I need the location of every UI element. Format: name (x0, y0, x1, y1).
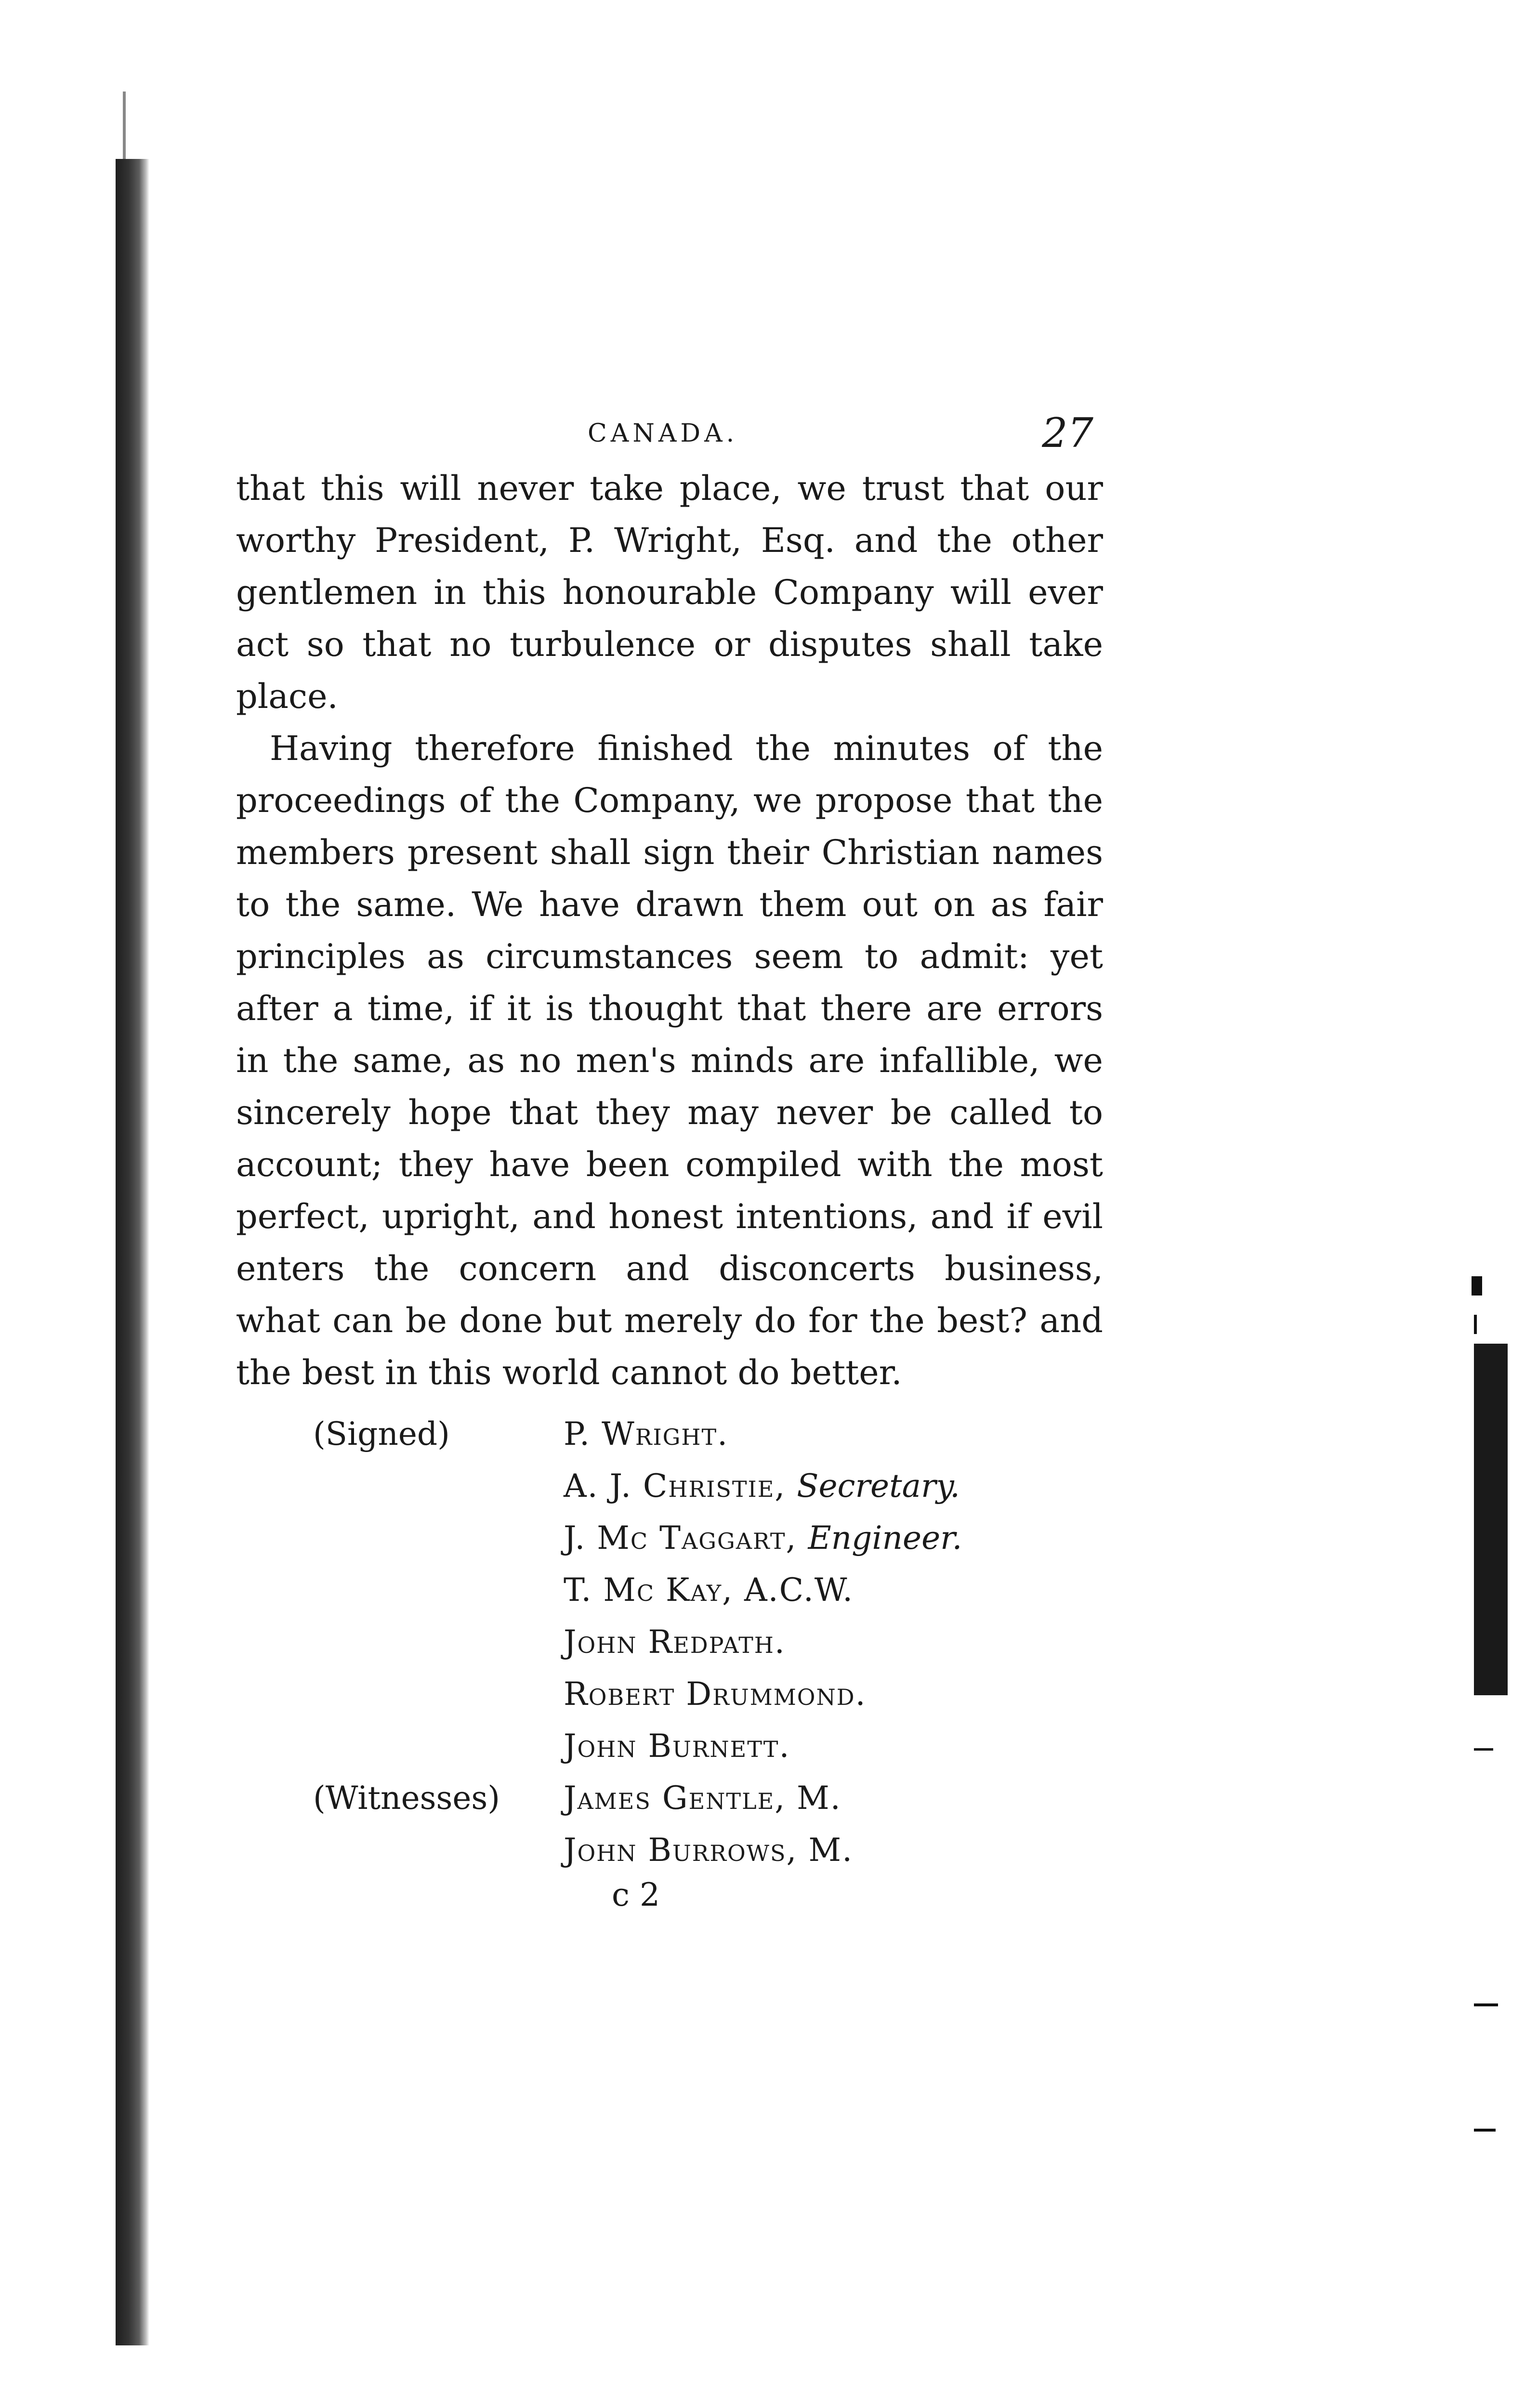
printer-signature-mark: c 2 (612, 1876, 660, 1913)
signature-row (236, 1772, 1103, 1824)
signature-row (236, 1408, 1103, 1460)
witness-name: James Gentle, M. (564, 1780, 841, 1817)
scan-mark (1474, 2129, 1496, 2132)
signatory-title: Secretary. (797, 1467, 960, 1505)
running-head (236, 409, 1103, 462)
signature-row (236, 1720, 1103, 1772)
signature-row (236, 1512, 1103, 1564)
signature-row (236, 1824, 1103, 1876)
signature-label: (Signed) (313, 1415, 450, 1453)
running-title: CANADA. (588, 419, 738, 448)
book-page (236, 409, 1103, 1924)
paragraph: Having therefore finished the minutes of the proceedings of the Company, we propose that the members present shall sign their Christian names to the same. We have drawn them out on as fair principles as circumstances seem to admit: yet after a time, if it is thought that there are errors in the same, as no men's minds are infallible, we sincerely hope that they may never be called to account; they have been compiled with the most perfect, upright, and honest intentions, and if evil enters the concern and disconcerts business, what can be done but merely do for the best? and the best in this world cannot do better. (236, 729, 1103, 1392)
page-number: 27 (1042, 409, 1093, 457)
scan-mark (1474, 1748, 1493, 1751)
signatory-title: Engineer. (808, 1519, 962, 1557)
signatory-name: T. Mc Kay, A.C.W. (564, 1571, 854, 1609)
signature-row (236, 1616, 1103, 1668)
signatory-name: J. Mc Taggart, Engineer. (564, 1519, 962, 1557)
paragraph: that this will never take place, we trust that our worthy President, P. Wright, Esq. and the other gentlemen in this honourable Company will ever act so that no turbulence or disputes shall take place. (236, 469, 1103, 716)
signature-row (236, 1668, 1103, 1720)
signatory-name: Robert Drummond. (564, 1675, 867, 1713)
binding-edge-top (123, 92, 126, 159)
scan-mark (1472, 1276, 1482, 1296)
witness-name: John Burrows, M. (564, 1832, 854, 1869)
scan-mark (1474, 2003, 1498, 2006)
witnesses-label: (Witnesses) (313, 1780, 500, 1817)
signature-row (236, 1564, 1103, 1616)
scan-mark (1474, 1315, 1477, 1334)
signatory-name: A. J. Christie, Secretary. (564, 1467, 960, 1505)
body-text (236, 462, 1103, 1399)
scan-mark (1474, 1344, 1508, 1695)
signature-block (236, 1408, 1103, 1876)
signatory-name: P. Wright. (564, 1415, 729, 1453)
binding-shadow (116, 159, 149, 2345)
signatory-name: John Redpath. (564, 1623, 786, 1661)
signatory-name: John Burnett. (564, 1727, 790, 1765)
signature-row (236, 1460, 1103, 1512)
